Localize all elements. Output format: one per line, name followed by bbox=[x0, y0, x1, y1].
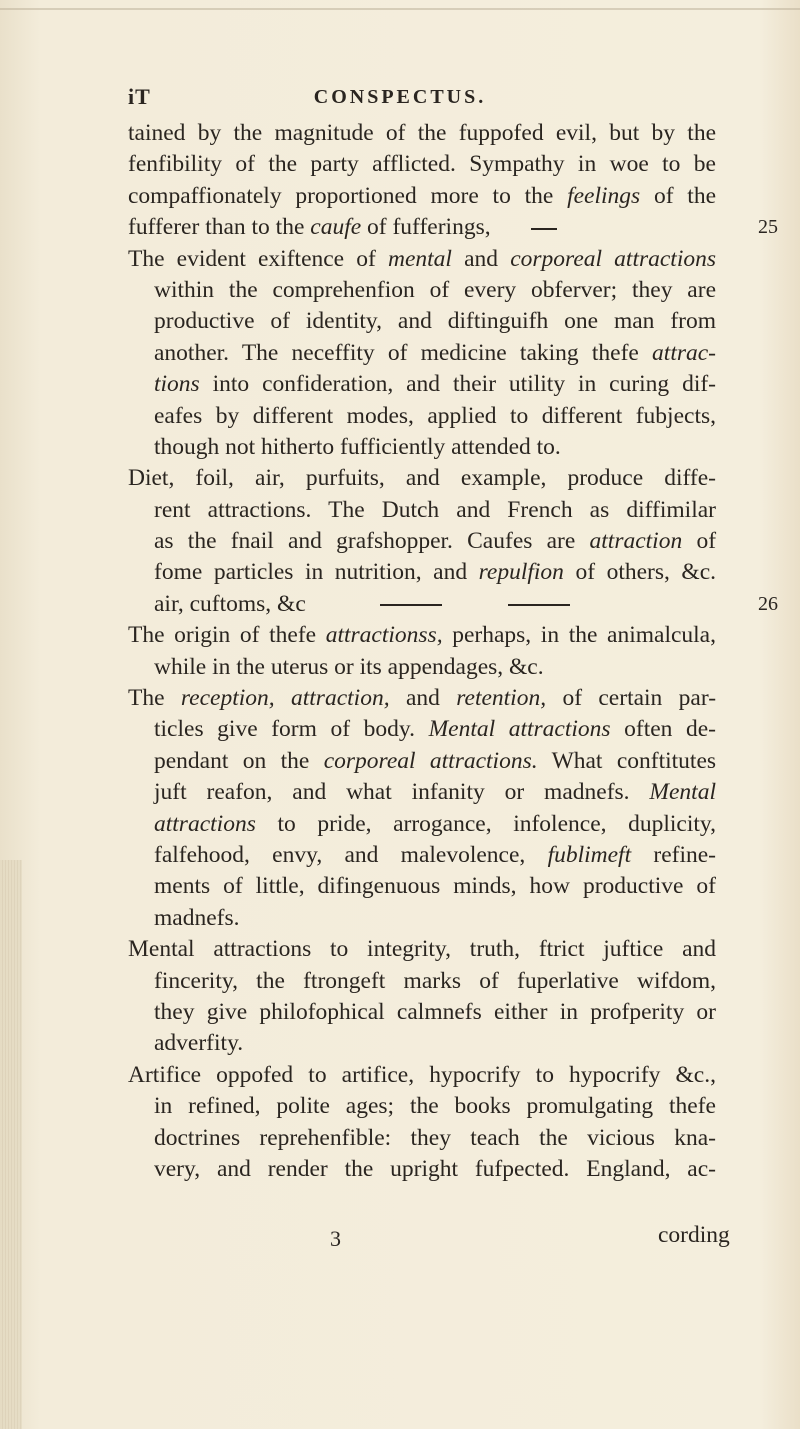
margin-number: 25 bbox=[758, 216, 778, 239]
text-line: Diet, foil, air, purfuits, and example, produce diffe- bbox=[128, 465, 716, 492]
text-line: fome particles in nutrition, and repulfion of others, &c. bbox=[154, 559, 717, 586]
text-line: The evident exiftence of mental and corporeal attractions bbox=[128, 245, 717, 272]
page-number: iT bbox=[128, 84, 151, 109]
text-line: another. The neceffity of medicine taking thefe attrac- bbox=[154, 339, 717, 366]
text-line: The reception, attraction, and retention, of certain par- bbox=[128, 685, 717, 712]
text-line: compaffionately proportioned more to the feelings of the bbox=[128, 182, 717, 209]
text-line: Artifice oppofed to artifice, hypocrify to hypocrify &c., bbox=[128, 1061, 716, 1088]
text-line: though not hitherto fufficiently attended to. bbox=[154, 433, 561, 460]
text-line: tions into confideration, and their utility in curing dif- bbox=[154, 371, 716, 398]
text-line: in refined, polite ages; the books promulgating thefe bbox=[154, 1093, 716, 1120]
text-line: productive of identity, and diftinguifh one man from bbox=[154, 308, 716, 335]
text-line: within the comprehenfion of every obferver; they are bbox=[154, 276, 716, 303]
running-head: CONSPECTUS. bbox=[313, 86, 487, 108]
text-line: rent attractions. The Dutch and French as diffimilar bbox=[154, 496, 716, 523]
text-line: very, and render the upright fufpected. England, ac- bbox=[154, 1155, 716, 1182]
text-line: while in the uterus or its appendages, &c. bbox=[154, 653, 544, 680]
text-line: fincerity, the ftrongeft marks of fuperlative wifdom, bbox=[154, 967, 716, 994]
text-line: The origin of thefe attractionss, perhaps, in the animalcula, bbox=[128, 622, 716, 649]
text-line: pendant on the corporeal attractions. What conftitutes bbox=[154, 747, 717, 774]
signature-mark: 3 bbox=[330, 1226, 341, 1251]
text-line: tained by the magnitude of the fuppofed evil, but by the bbox=[128, 120, 716, 146]
text-line: fufferer than to the caufe of fufferings, 25 bbox=[128, 212, 716, 243]
margin-number: 26 bbox=[758, 592, 778, 615]
text-line: they give philofophical calmnefs either in profperity or bbox=[154, 998, 716, 1025]
text-line: attractions to pride, arrogance, infolence, duplicity, bbox=[154, 810, 716, 837]
catchword: cording bbox=[658, 1222, 730, 1248]
text-line: ticles give form of body. Mental attractions often de- bbox=[154, 716, 716, 743]
text-line: doctrines reprehenfible: they teach the vicious kna- bbox=[154, 1124, 716, 1151]
text-line: madnefs. bbox=[154, 904, 240, 931]
body-text bbox=[128, 118, 778, 1185]
text-line: adverfity. bbox=[154, 1030, 244, 1057]
text-line: air, cuftoms, &c 26 bbox=[128, 589, 716, 620]
binding-edge bbox=[0, 860, 22, 1429]
text-line: fenfibility of the party afflicted. Sympathy in woe to be bbox=[128, 151, 716, 178]
text-line: ments of little, difingenuous minds, how productive of bbox=[154, 873, 716, 900]
text-line: as the fnail and grafshopper. Caufes are attraction of bbox=[154, 528, 717, 555]
text-line: falfehood, envy, and malevolence, fublimeft refine- bbox=[154, 841, 716, 868]
text-line: juft reafon, and what infanity or madnefs. Mental bbox=[154, 779, 716, 806]
top-edge bbox=[0, 8, 800, 10]
text-line: eafes by different modes, applied to different fubjects, bbox=[154, 402, 716, 429]
text-line: Mental attractions to integrity, truth, ftrict juftice and bbox=[128, 936, 716, 963]
